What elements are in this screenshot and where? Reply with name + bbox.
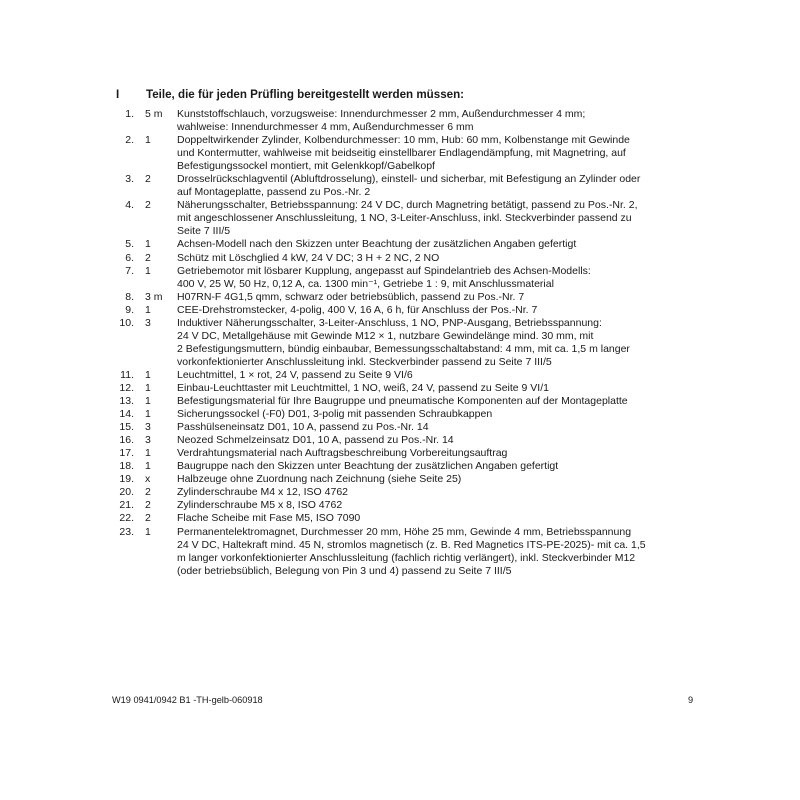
item-quantity: 3 (145, 421, 151, 434)
item-number: 6. (125, 251, 134, 264)
item-number: 3. (125, 173, 134, 186)
list-item (112, 408, 712, 421)
item-quantity: 1 (145, 381, 151, 394)
item-description: Zylinderschraube M4 x 12, ISO 4762 (177, 486, 349, 499)
section-title: Teile, die für jeden Prüfling bereitgestellt werden müssen: (146, 88, 465, 101)
item-number: 15. (119, 421, 134, 434)
list-item (112, 512, 712, 525)
item-quantity: 2 (145, 199, 151, 212)
item-number: 21. (119, 499, 134, 512)
item-number: 1. (125, 108, 134, 120)
item-quantity: 2 (145, 173, 151, 186)
item-quantity: 2 (145, 486, 151, 499)
item-number: 23. (119, 525, 134, 538)
item-description: Permanentelektromagnet, Durchmesser 20 mm, Höhe 25 mm, Gewinde 4 mm, Betriebsspannung 24 V DC, Haltekraft mind. 45 N, stromlos magnetisch (z. B. Red Magnetics ITS-PE-2025)- mit ca. 1,5 m langer vorkonfektionierter Anschlussleitung (fachlich richtig verlängert), inkl. Steckverbinder M12 (oder betriebsüblich, Belegung von Pin 3 und 4) passend zu Seite 7 III/5 (177, 525, 646, 577)
item-description: Flache Scheibe mit Fase M5, ISO 7090 (177, 512, 361, 525)
item-quantity: 1 (145, 447, 151, 460)
item-description: Verdrahtungsmaterial nach Auftragsbeschreibung Vorbereitungsauftrag (177, 447, 508, 460)
item-quantity: 1 (145, 368, 151, 381)
page-number: 9 (688, 695, 694, 705)
item-quantity: 2 (145, 251, 151, 264)
item-quantity: 1 (145, 134, 151, 147)
section-number: I (116, 88, 120, 101)
item-number: 14. (119, 408, 134, 421)
item-number: 22. (119, 512, 134, 525)
item-quantity: 1 (145, 408, 151, 421)
list-item (112, 369, 712, 382)
item-description: Kunststoffschlauch, vorzugsweise: Innendurchmesser 2 mm, Außendurchmesser 4 mm; wahlweise: Innendurchmesser 4 mm, Außendurchmesser 6 mm (177, 108, 586, 134)
list-item (112, 434, 712, 447)
item-number: 16. (119, 434, 134, 447)
item-number: 13. (119, 395, 134, 408)
item-quantity: 1 (145, 460, 151, 473)
list-item (112, 382, 712, 395)
item-number: 8. (125, 290, 134, 303)
item-number: 2. (125, 134, 134, 147)
item-quantity: x (145, 473, 151, 486)
item-quantity: 2 (145, 499, 151, 512)
list-item (112, 526, 712, 578)
item-quantity: 1 (145, 395, 151, 408)
item-description: Induktiver Näherungsschalter, 3-Leiter-Anschluss, 1 NO, PNP-Ausgang, Betriebsspannung: 24 V DC, Metallgehäuse mit Gewinde M12 × 1, nutzbare Gewindelänge mind. 30 mm, mit 2 Befestigungsmuttern, bündig einbaubar, Bemessungsschaltabstand: 4 mm, mit ca. 1,5 m langer vorkonfektionierter Anschlussleitung inkl. Steckverbinder passend zu Seite 7 III/5 (177, 316, 630, 368)
list-item (112, 447, 712, 460)
item-description: Leuchtmittel, 1 × rot, 24 V, passend zu Seite 9 VI/6 (177, 368, 413, 381)
item-quantity: 1 (145, 264, 151, 277)
list-item (112, 421, 712, 434)
list-item (112, 473, 712, 486)
item-description: Passhülseneinsatz D01, 10 A, passend zu Pos.-Nr. 14 (177, 421, 429, 434)
list-item (112, 238, 712, 251)
item-number: 17. (119, 447, 134, 460)
item-number: 12. (119, 381, 134, 394)
parts-list (112, 108, 712, 578)
list-item (112, 199, 712, 238)
item-description: Befestigungsmaterial für Ihre Baugruppe und pneumatische Komponenten auf der Montageplatte (177, 395, 628, 408)
item-quantity: 3 (145, 316, 151, 329)
item-number: 20. (119, 486, 134, 499)
item-description: Achsen-Modell nach den Skizzen unter Beachtung der zusätzlichen Angaben gefertigt (177, 238, 577, 251)
item-description: Zylinderschraube M5 x 8, ISO 4762 (177, 499, 343, 512)
list-item (112, 291, 712, 304)
item-quantity: 3 m (145, 290, 163, 303)
item-number: 10. (119, 316, 134, 329)
item-description: Drosselrückschlagventil (Abluftdrosselung), einstell- und sicherbar, mit Befestigung an Zylinder oder auf Montageplatte, passend zu Pos.-Nr. 2 (177, 173, 641, 199)
item-description: Baugruppe nach den Skizzen unter Beachtung der zusätzlichen Angaben gefertigt (177, 460, 559, 473)
item-quantity: 1 (145, 303, 151, 316)
item-description: CEE-Drehstromstecker, 4-polig, 400 V, 16 A, 6 h, für Anschluss der Pos.-Nr. 7 (177, 303, 538, 316)
item-number: 19. (119, 473, 134, 486)
list-item (112, 252, 712, 265)
list-item (112, 486, 712, 499)
item-description: Halbzeuge ohne Zuordnung nach Zeichnung (siehe Seite 25) (177, 473, 462, 486)
list-item (112, 173, 712, 199)
item-description: Doppeltwirkender Zylinder, Kolbendurchmesser: 10 mm, Hub: 60 mm, Kolbenstange mit Gewinde und Kontermutter, wahlweise mit beidseitig einstellbarer Endlagendämpfung, mit Magnetring, auf Befestigungssockel montiert, mit Gelenkkopf/Gabelkopf (177, 134, 630, 173)
item-quantity: 1 (145, 238, 151, 251)
item-number: 18. (119, 460, 134, 473)
footer-document-code: W19 0941/0942 B1 -TH-gelb-060918 (112, 695, 263, 705)
item-quantity: 3 (145, 434, 151, 447)
item-quantity: 5 m (145, 108, 163, 120)
item-description: Einbau-Leuchttaster mit Leuchtmittel, 1 NO, weiß, 24 V, passend zu Seite 9 VI/1 (177, 381, 549, 394)
item-description: Getriebemotor mit lösbarer Kupplung, angepasst auf Spindelantrieb des Achsen-Modells: 400 V, 25 W, 50 Hz, 0,12 A, ca. 1300 min⁻¹, Getriebe 1 : 9, mit Anschlussmaterial (177, 264, 591, 290)
item-description: Schütz mit Löschglied 4 kW, 24 V DC; 3 H + 2 NC, 2 NO (177, 251, 440, 264)
item-description: Neozed Schmelzeinsatz D01, 10 A, passend zu Pos.-Nr. 14 (177, 434, 454, 447)
item-number: 5. (125, 238, 134, 251)
item-quantity: 1 (145, 525, 151, 538)
list-item (112, 317, 712, 369)
item-description: Sicherungssockel (-F0) D01, 3-polig mit passenden Schraubkappen (177, 408, 493, 421)
list-item (112, 395, 712, 408)
list-item (112, 108, 712, 134)
item-number: 7. (125, 264, 134, 277)
list-item (112, 134, 712, 173)
item-quantity: 2 (145, 512, 151, 525)
list-item (112, 265, 712, 291)
item-number: 9. (125, 303, 134, 316)
list-item (112, 460, 712, 473)
item-description: Näherungsschalter, Betriebsspannung: 24 V DC, durch Magnetring betätigt, passend zu Pos.-Nr. 2, mit angeschlossener Anschlussleitung, 1 NO, 3-Leiter-Anschluss, inkl. Steckverbinder passend zu Seite 7 III/5 (177, 199, 638, 238)
list-item (112, 304, 712, 317)
item-description: H07RN-F 4G1,5 qmm, schwarz oder betriebsüblich, passend zu Pos.-Nr. 7 (177, 290, 525, 303)
list-item (112, 499, 712, 512)
item-number: 11. (120, 368, 134, 381)
item-number: 4. (125, 199, 134, 212)
